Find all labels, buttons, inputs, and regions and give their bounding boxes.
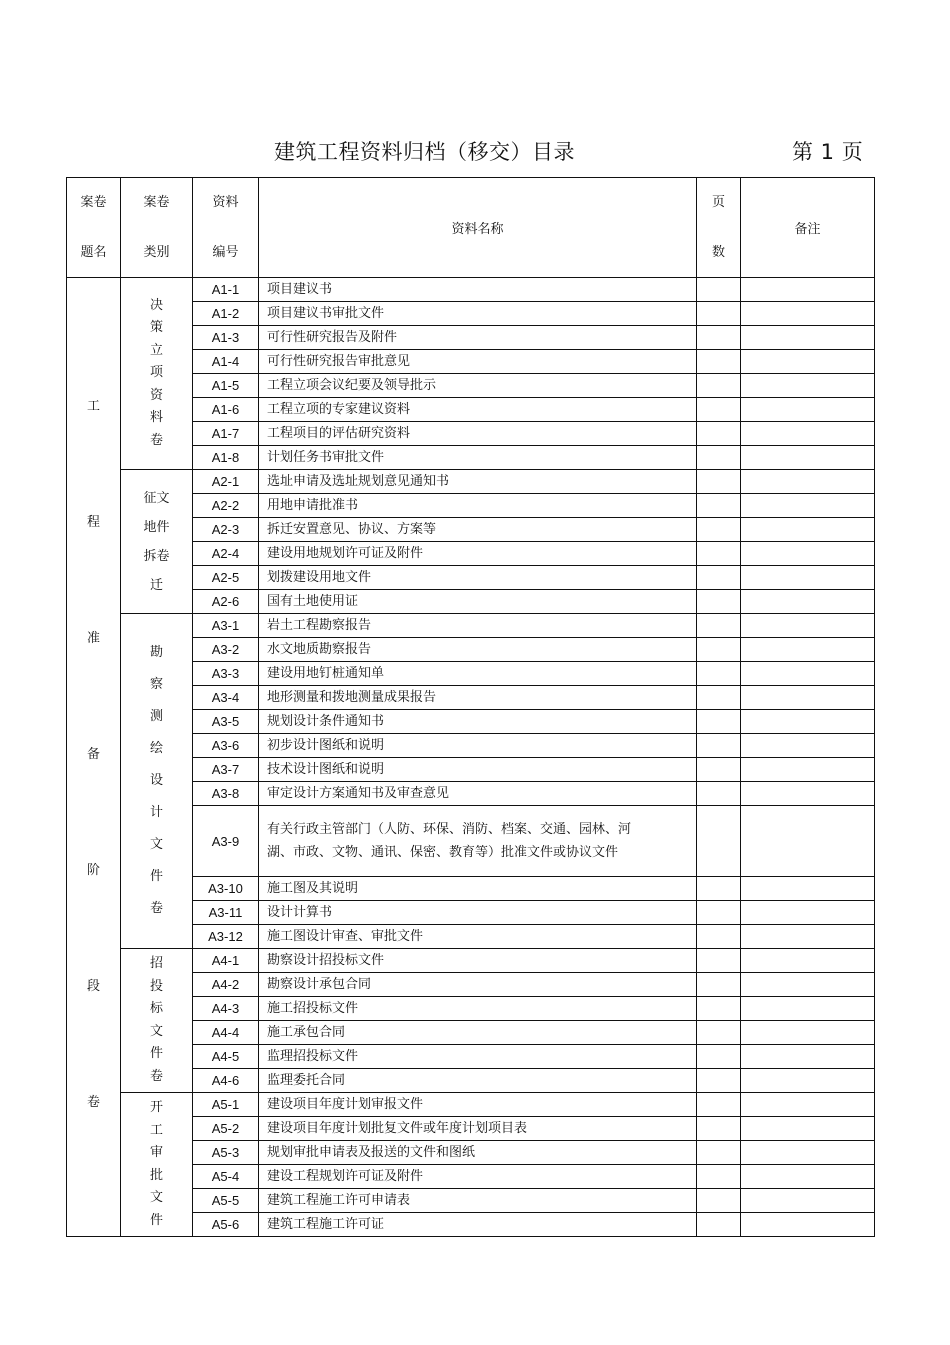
item-name: 监理委托合同: [259, 1069, 697, 1093]
item-code: A3-2: [193, 638, 259, 662]
volume-category-char: 迁: [149, 577, 163, 593]
page-count-cell[interactable]: [697, 542, 741, 566]
page-count-cell[interactable]: [697, 782, 741, 806]
page-count-cell[interactable]: [697, 326, 741, 350]
item-name: 建筑工程施工许可申请表: [259, 1189, 697, 1213]
remarks-cell[interactable]: [741, 494, 875, 518]
remarks-cell[interactable]: [741, 901, 875, 925]
item-name: 审定设计方案通知书及审查意见: [259, 782, 697, 806]
remarks-cell[interactable]: [741, 1213, 875, 1237]
remarks-cell[interactable]: [741, 877, 875, 901]
remarks-cell[interactable]: [741, 278, 875, 302]
item-name: 划拨建设用地文件: [259, 566, 697, 590]
item-code: A1-3: [193, 326, 259, 350]
item-name: 项目建议书: [259, 278, 697, 302]
item-name: 规划审批申请表及报送的文件和图纸: [259, 1141, 697, 1165]
page-count-cell[interactable]: [697, 374, 741, 398]
volume-category-char: 件: [149, 869, 163, 884]
header-text: 数: [711, 244, 725, 260]
volume-category-char: 卷: [149, 432, 163, 448]
header-remarks: 备注: [741, 178, 875, 278]
volume-category-char: 批: [149, 1167, 163, 1183]
page-count-cell[interactable]: [697, 590, 741, 614]
volume-category-cell: [121, 614, 193, 949]
volume-category-char: 拆卷: [143, 548, 170, 564]
item-code: A3-1: [193, 614, 259, 638]
item-name: 工程立项会议纪要及领导批示: [259, 374, 697, 398]
page-count-cell[interactable]: [697, 1189, 741, 1213]
volume-category-char: 审: [149, 1145, 163, 1160]
page-count-cell[interactable]: [697, 1021, 741, 1045]
page-count-cell[interactable]: [697, 638, 741, 662]
table-row: [67, 1093, 875, 1117]
page-count-cell[interactable]: [697, 997, 741, 1021]
table-row: [67, 278, 875, 302]
page-count-cell[interactable]: [697, 901, 741, 925]
page-count-cell[interactable]: [697, 518, 741, 542]
page-count-cell[interactable]: [697, 1045, 741, 1069]
item-code: A1-5: [193, 374, 259, 398]
item-name: 项目建议书审批文件: [259, 302, 697, 326]
remarks-cell[interactable]: [741, 446, 875, 470]
volume-category-char: 料: [149, 410, 163, 426]
volume-category-cell: [121, 1093, 193, 1237]
item-code: A3-7: [193, 758, 259, 782]
page-count-cell[interactable]: [697, 422, 741, 446]
remarks-cell[interactable]: [741, 326, 875, 350]
header-page-count: [697, 178, 741, 278]
volume-title-cell: [67, 278, 121, 1237]
volume-title-char: 卷: [86, 1095, 100, 1110]
page-number: 第 1 页: [792, 140, 864, 164]
archive-catalog-table: [66, 177, 875, 1237]
item-code: A2-1: [193, 470, 259, 494]
item-code: A5-2: [193, 1117, 259, 1141]
item-name: 拆迁安置意见、协议、方案等: [259, 518, 697, 542]
remarks-cell[interactable]: [741, 782, 875, 806]
item-code: A2-5: [193, 566, 259, 590]
page-count-cell[interactable]: [697, 614, 741, 638]
item-name: 勘察设计招投标文件: [259, 949, 697, 973]
volume-category-char: 立: [149, 342, 163, 358]
page-count-cell[interactable]: [697, 806, 741, 877]
volume-title-char: 段: [86, 979, 100, 994]
item-name: 技术设计图纸和说明: [259, 758, 697, 782]
remarks-cell[interactable]: [741, 1165, 875, 1189]
item-name: 工程项目的评估研究资料: [259, 422, 697, 446]
item-code: A1-8: [193, 446, 259, 470]
volume-category-char: 决: [149, 297, 163, 313]
item-code: A5-6: [193, 1213, 259, 1237]
remarks-cell[interactable]: [741, 638, 875, 662]
page-count-cell[interactable]: [697, 278, 741, 302]
remarks-cell[interactable]: [741, 566, 875, 590]
item-code: A3-3: [193, 662, 259, 686]
remarks-cell[interactable]: [741, 734, 875, 758]
item-code: A2-3: [193, 518, 259, 542]
volume-category-char: 文: [149, 1190, 163, 1205]
page-count-cell[interactable]: [697, 949, 741, 973]
volume-category-char: 项: [149, 365, 163, 381]
remarks-cell[interactable]: [741, 758, 875, 782]
header-volume-category: [121, 178, 193, 278]
volume-category-char: 测: [149, 709, 163, 724]
volume-category-char: 地件: [143, 519, 170, 535]
document-title: 建筑工程资料归档（移交）目录: [274, 140, 575, 164]
item-name: 监理招投标文件: [259, 1045, 697, 1069]
volume-category-cell: [121, 949, 193, 1093]
header-text: 类别: [143, 244, 170, 260]
item-code: A3-6: [193, 734, 259, 758]
page-count-cell[interactable]: [697, 686, 741, 710]
page-count-cell[interactable]: [697, 662, 741, 686]
remarks-cell[interactable]: [741, 949, 875, 973]
volume-category-char: 卷: [149, 1068, 163, 1084]
header-text: 案卷: [143, 194, 170, 210]
header-item-name: 资料名称: [259, 178, 697, 278]
table-row: [67, 470, 875, 494]
volume-category-char: 招: [149, 956, 163, 971]
item-code: A2-4: [193, 542, 259, 566]
remarks-cell[interactable]: [741, 997, 875, 1021]
item-name: 规划设计条件通知书: [259, 710, 697, 734]
remarks-cell[interactable]: [741, 374, 875, 398]
table-row: [67, 949, 875, 973]
remarks-cell[interactable]: [741, 1021, 875, 1045]
item-name: 建设工程规划许可证及附件: [259, 1165, 697, 1189]
remarks-cell[interactable]: [741, 662, 875, 686]
volume-category-char: 计: [149, 805, 163, 820]
remarks-cell[interactable]: [741, 1189, 875, 1213]
item-code: A3-10: [193, 877, 259, 901]
volume-category-char: 察: [149, 677, 163, 692]
item-name: 可行性研究报告及附件: [259, 326, 697, 350]
page-count-cell[interactable]: [697, 925, 741, 949]
header-text: 题名: [80, 244, 107, 260]
remarks-cell[interactable]: [741, 806, 875, 877]
volume-category-char: 文: [149, 837, 163, 852]
table-header-row: [67, 178, 875, 278]
page-count-cell[interactable]: [697, 566, 741, 590]
item-code: A2-2: [193, 494, 259, 518]
item-name: 设计计算书: [259, 901, 697, 925]
volume-category-cell: [121, 470, 193, 614]
volume-category-char: 卷: [149, 901, 163, 916]
remarks-cell[interactable]: [741, 686, 875, 710]
item-code: A5-1: [193, 1093, 259, 1117]
volume-title-char: 工: [86, 399, 100, 414]
remarks-cell[interactable]: [741, 422, 875, 446]
remarks-cell[interactable]: [741, 350, 875, 374]
remarks-cell[interactable]: [741, 1069, 875, 1093]
item-code: A4-1: [193, 949, 259, 973]
item-name: 有关行政主管部门（人防、环保、消防、档案、交通、园林、河湖、市政、文物、通讯、保密、教育等）批准文件或协议文件: [259, 806, 697, 877]
page-count-cell[interactable]: [697, 710, 741, 734]
volume-category-cell: [121, 278, 193, 470]
remarks-cell[interactable]: [741, 398, 875, 422]
header-text: 页: [711, 194, 725, 210]
header-text: 编号: [212, 244, 239, 260]
remarks-cell[interactable]: [741, 973, 875, 997]
item-code: A5-5: [193, 1189, 259, 1213]
item-code: A1-2: [193, 302, 259, 326]
item-code: A4-4: [193, 1021, 259, 1045]
page-count-cell[interactable]: [697, 302, 741, 326]
item-name: 工程立项的专家建议资料: [259, 398, 697, 422]
page-count-cell[interactable]: [697, 446, 741, 470]
remarks-cell[interactable]: [741, 470, 875, 494]
page-count-cell[interactable]: [697, 470, 741, 494]
volume-category-char: 设: [149, 773, 163, 788]
item-code: A5-3: [193, 1141, 259, 1165]
remarks-cell[interactable]: [741, 302, 875, 326]
item-name: 建设项目年度计划审报文件: [259, 1093, 697, 1117]
item-name: 岩土工程勘察报告: [259, 614, 697, 638]
page-count-cell[interactable]: [697, 350, 741, 374]
volume-category-char: 件: [149, 1046, 163, 1061]
page-count-cell[interactable]: [697, 758, 741, 782]
item-name: 选址申请及选址规划意见通知书: [259, 470, 697, 494]
item-code: A1-7: [193, 422, 259, 446]
page-count-cell[interactable]: [697, 1093, 741, 1117]
volume-category-char: 资: [149, 387, 163, 403]
page-count-cell[interactable]: [697, 973, 741, 997]
volume-title-char: 准: [86, 631, 100, 646]
page-count-cell[interactable]: [697, 877, 741, 901]
item-code: A5-4: [193, 1165, 259, 1189]
volume-category-char: 征文: [143, 490, 170, 506]
volume-category-char: 件: [149, 1212, 163, 1228]
item-name: 施工图设计审查、审批文件: [259, 925, 697, 949]
item-code: A2-6: [193, 590, 259, 614]
item-name: 地形测量和拨地测量成果报告: [259, 686, 697, 710]
item-name: 建设用地规划许可证及附件: [259, 542, 697, 566]
item-code: A1-6: [193, 398, 259, 422]
volume-title-char: 备: [86, 747, 100, 762]
volume-category-char: 工: [149, 1122, 163, 1138]
item-name: 可行性研究报告审批意见: [259, 350, 697, 374]
item-code: A3-12: [193, 925, 259, 949]
page-count-cell[interactable]: [697, 1213, 741, 1237]
item-code: A4-3: [193, 997, 259, 1021]
remarks-cell[interactable]: [741, 614, 875, 638]
item-name: 水文地质勘察报告: [259, 638, 697, 662]
volume-category-char: 勘: [149, 645, 163, 660]
remarks-cell[interactable]: [741, 1045, 875, 1069]
remarks-cell[interactable]: [741, 590, 875, 614]
item-name: 施工图及其说明: [259, 877, 697, 901]
item-name: 建设用地钉桩通知单: [259, 662, 697, 686]
page-count-cell[interactable]: [697, 734, 741, 758]
item-name: 国有土地使用证: [259, 590, 697, 614]
item-name: 计划任务书审批文件: [259, 446, 697, 470]
remarks-cell[interactable]: [741, 710, 875, 734]
item-code: A3-9: [193, 806, 259, 877]
item-code: A3-4: [193, 686, 259, 710]
volume-title-char: 阶: [86, 863, 100, 878]
header-text: 案卷: [80, 194, 107, 210]
item-code: A4-6: [193, 1069, 259, 1093]
remarks-cell[interactable]: [741, 1141, 875, 1165]
volume-category-char: 绘: [149, 741, 163, 756]
header-text: 资料: [212, 194, 239, 210]
item-code: A3-5: [193, 710, 259, 734]
volume-title-char: 程: [86, 515, 100, 530]
table-row: [67, 614, 875, 638]
item-code: A4-2: [193, 973, 259, 997]
remarks-cell[interactable]: [741, 1117, 875, 1141]
remarks-cell[interactable]: [741, 542, 875, 566]
page-count-cell[interactable]: [697, 398, 741, 422]
item-code: A3-11: [193, 901, 259, 925]
volume-category-char: 策: [149, 320, 163, 336]
item-code: A1-4: [193, 350, 259, 374]
page-count-cell[interactable]: [697, 494, 741, 518]
remarks-cell[interactable]: [741, 925, 875, 949]
remarks-cell[interactable]: [741, 518, 875, 542]
item-code: A3-8: [193, 782, 259, 806]
item-code: A4-5: [193, 1045, 259, 1069]
remarks-cell[interactable]: [741, 1093, 875, 1117]
item-name: 施工承包合同: [259, 1021, 697, 1045]
page-count-cell[interactable]: [697, 1165, 741, 1189]
volume-category-char: 开: [149, 1100, 163, 1115]
item-name: 勘察设计承包合同: [259, 973, 697, 997]
page-count-cell[interactable]: [697, 1117, 741, 1141]
volume-category-char: 文: [149, 1023, 163, 1039]
item-name: 用地申请批准书: [259, 494, 697, 518]
page-count-cell[interactable]: [697, 1141, 741, 1165]
item-name: 建设项目年度计划批复文件或年度计划项目表: [259, 1117, 697, 1141]
item-name: 施工招投标文件: [259, 997, 697, 1021]
header-volume-title: [67, 178, 121, 278]
item-name: 建筑工程施工许可证: [259, 1213, 697, 1237]
volume-category-char: 投: [149, 978, 163, 994]
page-count-cell[interactable]: [697, 1069, 741, 1093]
volume-category-char: 标: [149, 1001, 163, 1016]
header-item-code: [193, 178, 259, 278]
item-name: 初步设计图纸和说明: [259, 734, 697, 758]
item-code: A1-1: [193, 278, 259, 302]
